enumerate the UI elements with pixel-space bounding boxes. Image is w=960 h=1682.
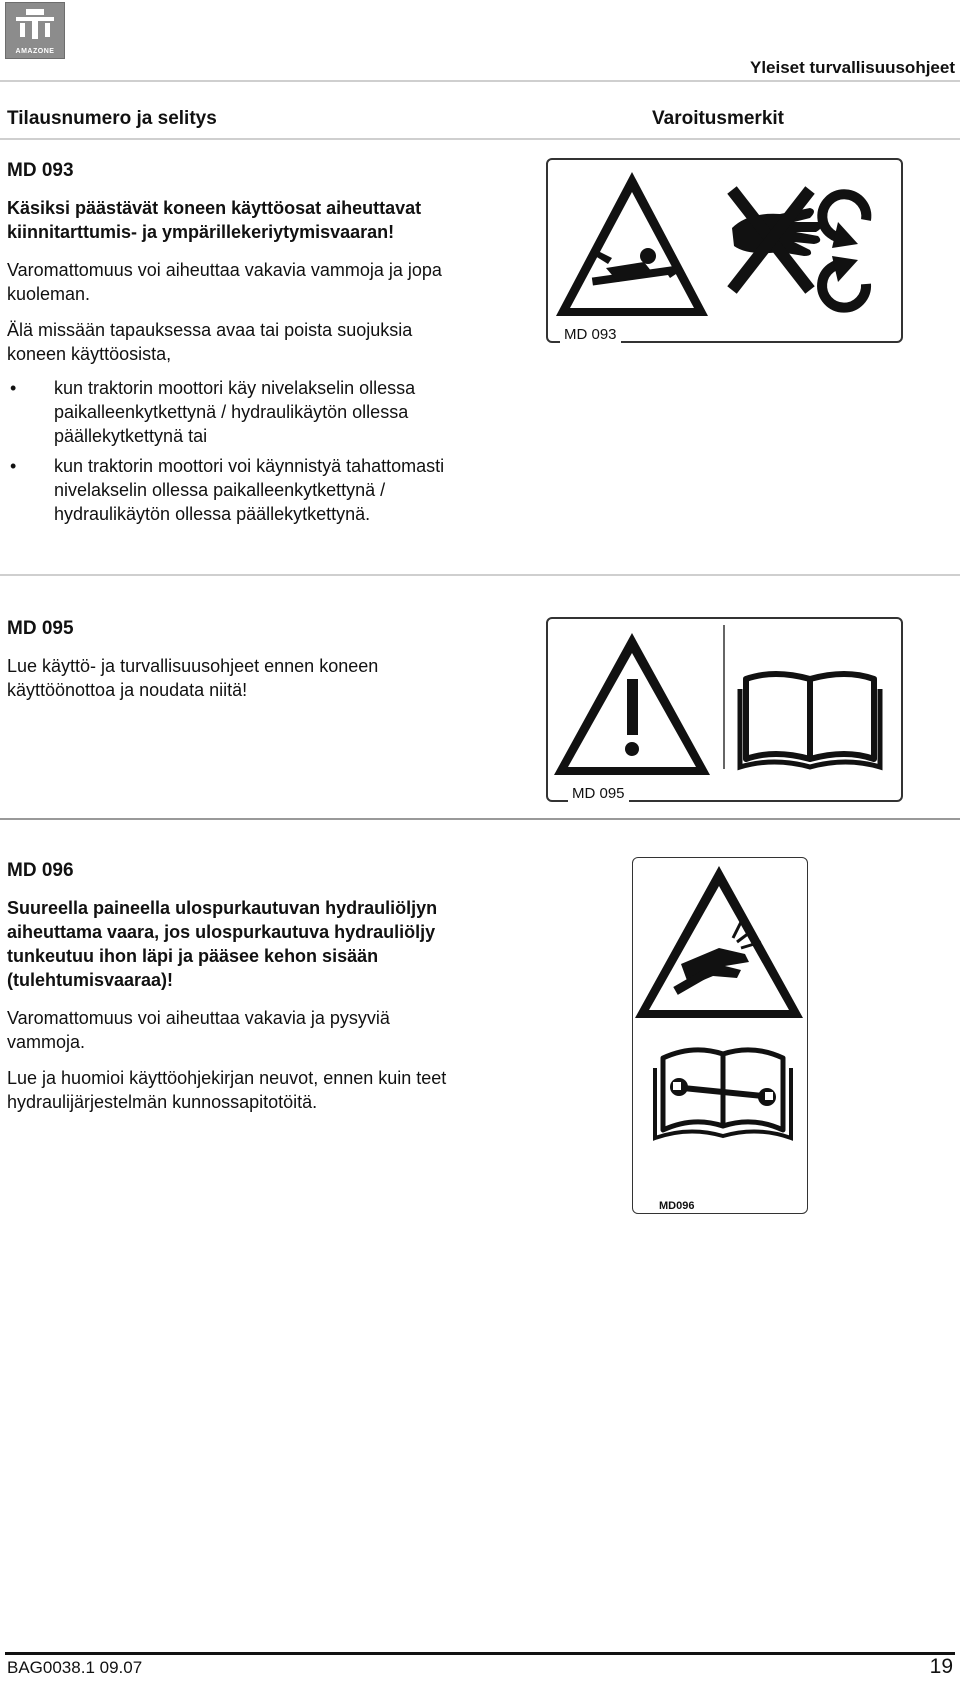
list-item: • kun traktorin moottori voi käynnistyä tahattomasti nivelakselin ollessa paikalleenkytkettynä / hydraulikäytön ollessa päällekytkettynä.: [7, 454, 447, 526]
md096-code: MD 096: [7, 860, 74, 881]
md096-sign-label: MD096: [655, 1200, 698, 1212]
md095-sign-label: MD 095: [568, 785, 629, 802]
amazone-logo: [5, 2, 65, 59]
hydraulic-oil-hazard-icon: [633, 858, 806, 1212]
entanglement-hazard-icon: [548, 160, 901, 341]
section-title: Yleiset turvallisuusohjeet: [749, 58, 955, 77]
md095-divider: [0, 818, 960, 820]
md093-sign-label: MD 093: [560, 326, 621, 343]
md093-divider: [0, 574, 960, 576]
md093-instruction: Älä missään tapauksessa avaa tai poista suojuksia koneen käyttöosista,: [7, 320, 413, 364]
list-item: • kun traktorin moottori käy nivelakselin ollessa paikalleenkytkettynä / hydraulikäytön ollessa päällekytkettynä tai: [7, 376, 447, 448]
footer-divider: [5, 1652, 955, 1655]
md093-section: [7, 160, 447, 532]
md096-consequence: Varomattomuus voi aiheuttaa vakavia ja pysyviä vammoja.: [7, 1008, 390, 1052]
logo-emblem-icon: [6, 5, 64, 45]
read-manual-icon: [548, 619, 901, 800]
md096-section: [7, 860, 457, 1114]
md095-warning-sign: [546, 617, 903, 802]
md096-warning-sign: [632, 857, 808, 1214]
md095-text: Lue käyttö- ja turvallisuusohjeet ennen koneen käyttöönottoa ja noudata niitä!: [7, 656, 379, 700]
md093-code: MD 093: [7, 160, 74, 181]
page-number: 19: [929, 1655, 953, 1678]
md093-warning: Käsiksi päästävät koneen käyttöosat aiheuttavat kiinnitarttumis- ja ympärillekeriytymisvaaran!: [7, 198, 422, 242]
md093-warning-sign: [546, 158, 903, 343]
md095-section: [7, 618, 447, 702]
column-heading-divider: [0, 138, 960, 140]
md096-instruction: Lue ja huomioi käyttöohjekirjan neuvot, ennen kuin teet hydraulijärjestelmän kunnossapitotöitä.: [7, 1068, 447, 1112]
column-heading-description: Tilausnumero ja selitys: [7, 108, 217, 129]
md095-code: MD 095: [7, 618, 74, 639]
header-divider: [0, 80, 960, 82]
logo-text: AMAZONE: [15, 48, 55, 55]
md096-warning: Suureella paineella ulospurkautuvan hydrauliöljyn aiheuttama vaara, jos ulospurkautuva hydrauliöljy tunkeutuu ihon läpi ja pääsee kehon sisään (tulehtumisvaaraa)!: [7, 898, 438, 990]
column-heading-signs: Varoitusmerkit: [652, 108, 784, 129]
md093-consequence: Varomattomuus voi aiheuttaa vakavia vammoja ja jopa kuoleman.: [7, 260, 442, 304]
document-code: BAG0038.1 09.07: [7, 1658, 143, 1677]
md093-conditions-list: [7, 376, 447, 526]
